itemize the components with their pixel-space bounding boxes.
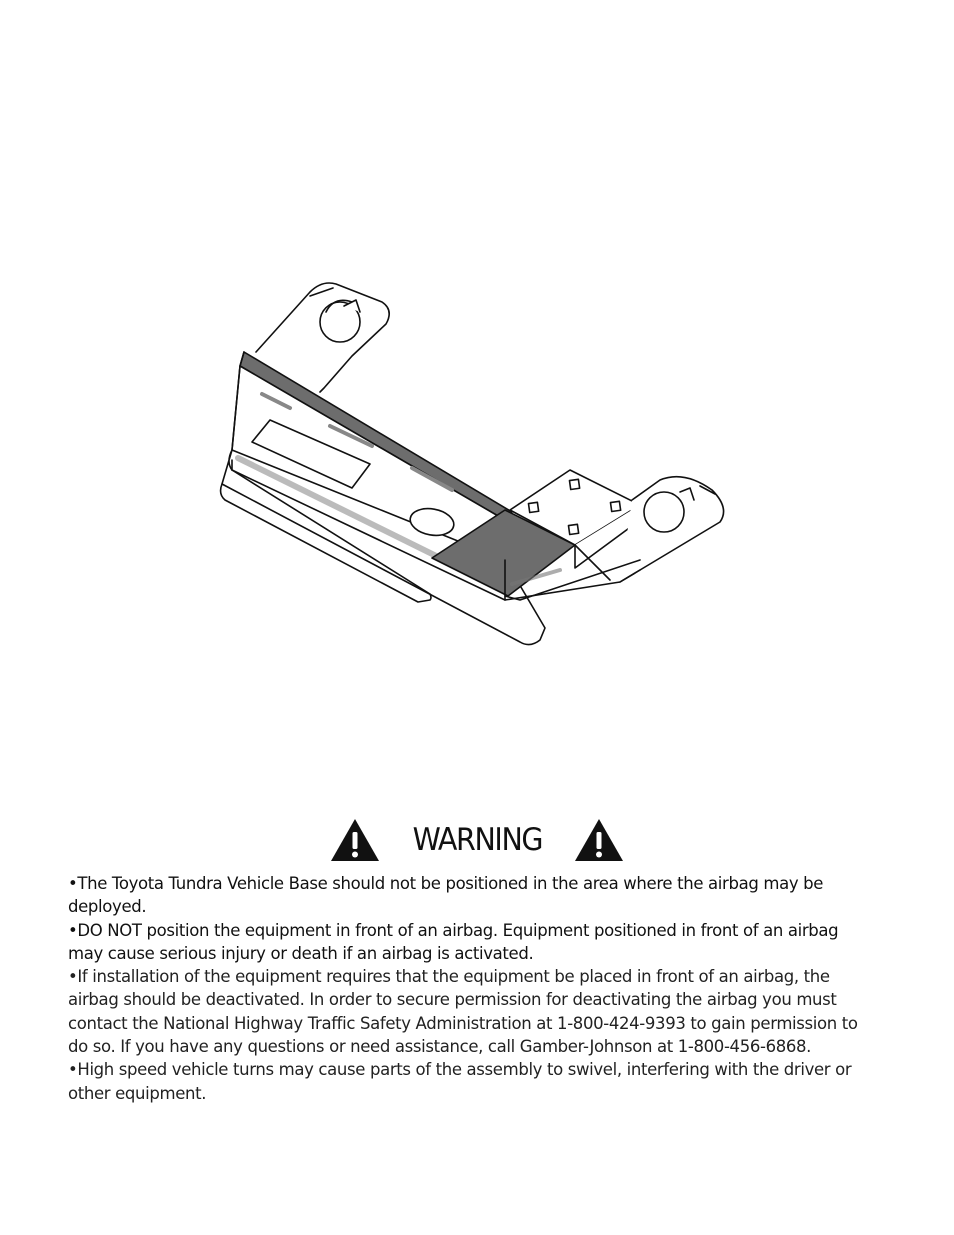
warning-item: •High speed vehicle turns may cause parts of the assembly to swivel, interfering with the driver or other equipment. [68, 1060, 852, 1103]
warning-title: WARNING [412, 822, 542, 858]
warning-header [0, 812, 954, 868]
warning-item: •If installation of the equipment requires that the equipment be placed in front of an airbag, the airbag should be deactivated. In order to secure permission for deactivating the airbag you must contact the National Highway Traffic Safety Administration at 1-800-424-9393 to gain permission to do so. If you have any questions or need assistance, call Gamber-Johnson at 1-800-456-6868. [68, 967, 858, 1057]
warning-list [68, 872, 878, 1105]
warning-item: •The Toyota Tundra Vehicle Base should not be positioned in the area where the airbag may be deployed. [68, 874, 824, 917]
warning-item: •DO NOT position the equipment in front of an airbag. Equipment positioned in front of an airbag may cause serious injury or death if an airbag is activated. [68, 920, 839, 963]
warning-triangle-icon [573, 817, 625, 863]
vehicle-base-bracket-drawing [200, 270, 760, 670]
warning-triangle-icon [329, 817, 381, 863]
